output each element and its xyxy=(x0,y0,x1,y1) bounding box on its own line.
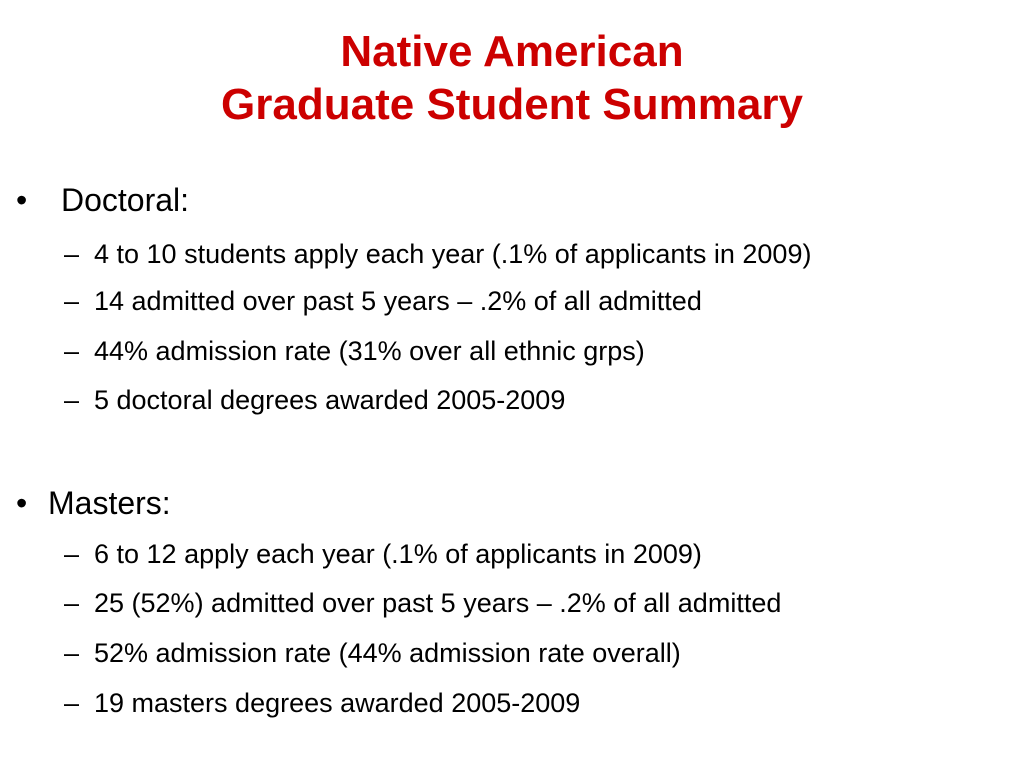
slide-title xyxy=(0,25,1024,131)
bullet-dot: • xyxy=(16,485,28,521)
dash-marker: – xyxy=(64,539,80,569)
list-item-text: 5 doctoral degrees awarded 2005-2009 xyxy=(94,385,566,415)
bullet-masters xyxy=(16,484,171,522)
list-item xyxy=(64,384,565,416)
bullet-masters-label: Masters: xyxy=(48,485,171,521)
list-item xyxy=(64,538,702,570)
list-item-text: 25 (52%) admitted over past 5 years – .2% of all admitted xyxy=(94,588,782,618)
dash-marker: – xyxy=(64,638,80,668)
bullet-dot: • xyxy=(16,182,28,218)
dash-marker: – xyxy=(64,336,80,366)
list-item xyxy=(64,687,580,719)
list-item xyxy=(64,637,681,669)
list-item-text: 6 to 12 apply each year (.1% of applicants in 2009) xyxy=(94,539,702,569)
list-item-text: 4 to 10 students apply each year (.1% of applicants in 2009) xyxy=(94,239,812,269)
list-item-text: 52% admission rate (44% admission rate overall) xyxy=(94,638,681,668)
list-item-text: 19 masters degrees awarded 2005-2009 xyxy=(94,688,581,718)
list-item-text: 44% admission rate (31% over all ethnic grps) xyxy=(94,336,645,366)
bullet-doctoral xyxy=(16,181,189,219)
dash-marker: – xyxy=(64,588,80,618)
list-item xyxy=(64,587,781,619)
bullet-doctoral-label: Doctoral: xyxy=(61,182,190,218)
list-item xyxy=(64,285,702,317)
dash-marker: – xyxy=(64,239,80,269)
list-item-text: 14 admitted over past 5 years – .2% of all admitted xyxy=(94,286,702,316)
dash-marker: – xyxy=(64,385,80,415)
dash-marker: – xyxy=(64,688,80,718)
list-item xyxy=(64,238,811,270)
list-item xyxy=(64,335,645,367)
title-line-2: Graduate Student Summary xyxy=(221,80,803,129)
title-line-1: Native American xyxy=(340,27,684,76)
dash-marker: – xyxy=(64,286,80,316)
